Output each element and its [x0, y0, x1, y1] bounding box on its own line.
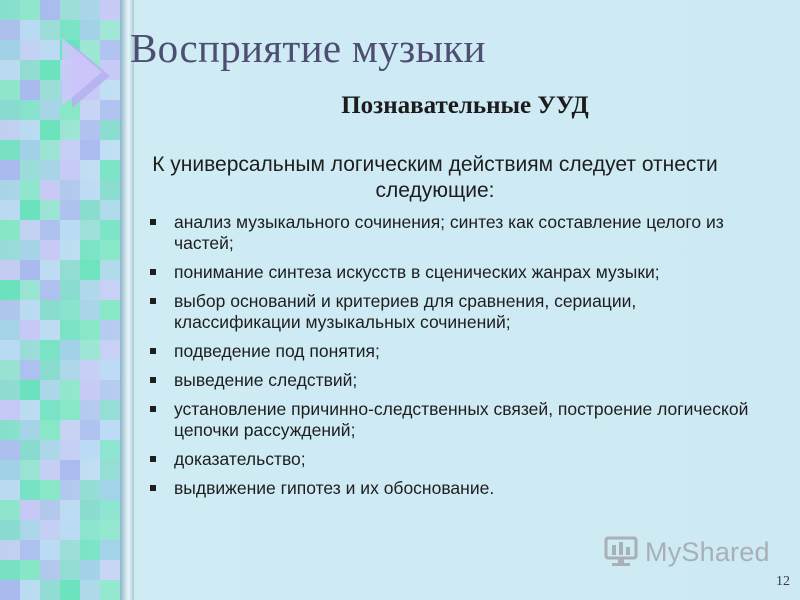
- mosaic-tile: [20, 320, 40, 340]
- mosaic-tile: [80, 580, 100, 600]
- list-item: [148, 262, 758, 283]
- mosaic-tile: [20, 300, 40, 320]
- mosaic-tile: [80, 200, 100, 220]
- mosaic-tile: [100, 440, 120, 460]
- mosaic-tile: [60, 420, 80, 440]
- mosaic-tile: [100, 120, 120, 140]
- mosaic-tile: [60, 360, 80, 380]
- mosaic-tile: [0, 280, 20, 300]
- mosaic-tile: [60, 580, 80, 600]
- mosaic-tile: [100, 20, 120, 40]
- mosaic-tile: [40, 380, 60, 400]
- mosaic-tile: [20, 460, 40, 480]
- mosaic-tile: [80, 540, 100, 560]
- mosaic-tile: [80, 320, 100, 340]
- mosaic-tile: [0, 520, 20, 540]
- list-item-text: доказательство;: [174, 449, 306, 469]
- mosaic-tile: [0, 480, 20, 500]
- mosaic-tile: [40, 500, 60, 520]
- mosaic-tile: [20, 360, 40, 380]
- mosaic-tile: [60, 500, 80, 520]
- mosaic-tile: [100, 360, 120, 380]
- mosaic-tile: [80, 360, 100, 380]
- mosaic-tile: [100, 580, 120, 600]
- mosaic-tile: [0, 160, 20, 180]
- mosaic-tile: [100, 500, 120, 520]
- bullet-square-icon: [150, 298, 156, 304]
- mosaic-tile: [60, 520, 80, 540]
- mosaic-tile: [0, 540, 20, 560]
- mosaic-tile: [80, 420, 100, 440]
- mosaic-tile: [20, 560, 40, 580]
- mosaic-tile: [60, 120, 80, 140]
- mosaic-tile: [80, 560, 100, 580]
- mosaic-tile: [0, 340, 20, 360]
- myshared-watermark: [604, 536, 770, 568]
- mosaic-tile: [60, 320, 80, 340]
- mosaic-tile: [60, 280, 80, 300]
- mosaic-tile: [0, 300, 20, 320]
- mosaic-tile: [0, 260, 20, 280]
- list-item: [148, 341, 758, 362]
- mosaic-tile: [100, 180, 120, 200]
- mosaic-tile: [60, 260, 80, 280]
- mosaic-tile: [40, 160, 60, 180]
- mosaic-tile: [60, 200, 80, 220]
- mosaic-tile: [100, 380, 120, 400]
- list-item-text: подведение под понятия;: [174, 341, 380, 361]
- mosaic-tile: [0, 360, 20, 380]
- list-item: [148, 449, 758, 470]
- mosaic-tile: [80, 220, 100, 240]
- mosaic-tile: [80, 500, 100, 520]
- mosaic-tile: [20, 480, 40, 500]
- mosaic-tile: [20, 120, 40, 140]
- bullet-square-icon: [150, 485, 156, 491]
- mosaic-tile: [80, 300, 100, 320]
- mosaic-tile: [60, 540, 80, 560]
- mosaic-tile: [40, 300, 60, 320]
- list-item: [148, 370, 758, 391]
- mosaic-tile: [40, 280, 60, 300]
- mosaic-tile: [80, 240, 100, 260]
- mosaic-tile: [20, 60, 40, 80]
- mosaic-tile: [80, 260, 100, 280]
- mosaic-tile: [40, 560, 60, 580]
- list-item-text: выбор оснований и критериев для сравнения, сериации, классификации музыкальных сочинений;: [174, 291, 637, 332]
- bullet-square-icon: [150, 406, 156, 412]
- mosaic-tile: [60, 440, 80, 460]
- mosaic-tile: [100, 460, 120, 480]
- mosaic-tile: [20, 180, 40, 200]
- mosaic-tile: [0, 420, 20, 440]
- mosaic-tile: [0, 40, 20, 60]
- mosaic-tile: [20, 200, 40, 220]
- mosaic-tile: [40, 220, 60, 240]
- mosaic-tile: [20, 400, 40, 420]
- myshared-logo-icon: [604, 536, 640, 568]
- mosaic-tile: [60, 340, 80, 360]
- mosaic-tile: [100, 400, 120, 420]
- watermark-text: MyShared: [645, 536, 770, 567]
- mosaic-tile: [60, 20, 80, 40]
- mosaic-tile: [0, 560, 20, 580]
- mosaic-tile: [40, 580, 60, 600]
- list-item: [148, 212, 758, 254]
- mosaic-tile: [80, 480, 100, 500]
- mosaic-tile: [40, 260, 60, 280]
- mosaic-tile: [100, 540, 120, 560]
- mosaic-tile: [60, 140, 80, 160]
- list-item: [148, 478, 758, 499]
- mosaic-tile: [40, 400, 60, 420]
- mosaic-tile: [0, 0, 20, 20]
- list-item-text: установление причинно-следственных связей, построение логической цепочки рассуждений;: [174, 399, 749, 440]
- mosaic-tile: [20, 500, 40, 520]
- bullet-square-icon: [150, 219, 156, 225]
- bullet-square-icon: [150, 377, 156, 383]
- mosaic-tile: [20, 540, 40, 560]
- mosaic-tile: [0, 380, 20, 400]
- mosaic-tile: [20, 280, 40, 300]
- intro-text: К универсальным логическим действиям следует отнести следующие:: [152, 153, 718, 202]
- list-item-text: выведение следствий;: [174, 370, 358, 390]
- mosaic-tile: [0, 180, 20, 200]
- decorative-vertical-bar: [120, 0, 134, 600]
- mosaic-tile: [0, 60, 20, 80]
- mosaic-tile: [40, 0, 60, 20]
- page-number: 12: [776, 574, 790, 589]
- mosaic-tile: [20, 160, 40, 180]
- mosaic-tile: [20, 0, 40, 20]
- mosaic-tile: [100, 0, 120, 20]
- mosaic-tile: [100, 240, 120, 260]
- mosaic-tile: [100, 200, 120, 220]
- mosaic-tile: [40, 20, 60, 40]
- mosaic-tile: [60, 560, 80, 580]
- mosaic-tile: [40, 200, 60, 220]
- mosaic-tile: [20, 140, 40, 160]
- mosaic-tile: [40, 480, 60, 500]
- mosaic-tile: [100, 420, 120, 440]
- mosaic-tile: [0, 120, 20, 140]
- mosaic-tile: [40, 520, 60, 540]
- mosaic-tile: [20, 260, 40, 280]
- bullet-list: [148, 212, 758, 507]
- mosaic-tile: [20, 440, 40, 460]
- mosaic-tile: [0, 400, 20, 420]
- mosaic-tile: [80, 380, 100, 400]
- mosaic-tile: [80, 400, 100, 420]
- mosaic-tile: [40, 340, 60, 360]
- mosaic-tile: [0, 460, 20, 480]
- mosaic-tile: [20, 520, 40, 540]
- bullet-square-icon: [150, 348, 156, 354]
- mosaic-tile: [20, 20, 40, 40]
- mosaic-tile: [100, 320, 120, 340]
- mosaic-tile: [80, 520, 100, 540]
- mosaic-tile: [60, 220, 80, 240]
- mosaic-tile: [60, 240, 80, 260]
- mosaic-tile: [0, 320, 20, 340]
- mosaic-tile: [80, 140, 100, 160]
- mosaic-tile: [100, 160, 120, 180]
- mosaic-tile: [100, 520, 120, 540]
- mosaic-tile: [0, 140, 20, 160]
- mosaic-tile: [100, 140, 120, 160]
- mosaic-tile: [60, 380, 80, 400]
- mosaic-tile: [80, 160, 100, 180]
- mosaic-tile: [20, 340, 40, 360]
- mosaic-tile: [20, 240, 40, 260]
- slide-subtitle: Познавательные УУД: [341, 92, 589, 119]
- mosaic-tile: [60, 160, 80, 180]
- mosaic-tile: [60, 180, 80, 200]
- mosaic-tile: [80, 180, 100, 200]
- mosaic-tile: [40, 120, 60, 140]
- bullet-square-icon: [150, 269, 156, 275]
- mosaic-tile: [100, 220, 120, 240]
- mosaic-tile: [20, 220, 40, 240]
- mosaic-tile: [60, 0, 80, 20]
- mosaic-tile: [100, 480, 120, 500]
- page-title: Восприятие музыки: [130, 25, 486, 71]
- list-item-text: анализ музыкального сочинения; синтез как составление целого из частей;: [174, 212, 724, 253]
- mosaic-tile: [0, 200, 20, 220]
- mosaic-tile: [20, 580, 40, 600]
- mosaic-tile: [40, 360, 60, 380]
- mosaic-tile: [0, 580, 20, 600]
- list-item-text: выдвижение гипотез и их обоснование.: [174, 478, 495, 498]
- mosaic-tile: [40, 440, 60, 460]
- mosaic-tile: [100, 340, 120, 360]
- mosaic-tile: [40, 180, 60, 200]
- mosaic-tile: [60, 460, 80, 480]
- mosaic-tile: [80, 0, 100, 20]
- mosaic-tile: [40, 460, 60, 480]
- mosaic-tile: [40, 320, 60, 340]
- mosaic-tile: [80, 20, 100, 40]
- mosaic-tile: [40, 140, 60, 160]
- mosaic-tile: [60, 300, 80, 320]
- mosaic-tile: [0, 220, 20, 240]
- mosaic-tile: [20, 380, 40, 400]
- mosaic-tile: [0, 240, 20, 260]
- bullet-square-icon: [150, 456, 156, 462]
- mosaic-tile: [80, 280, 100, 300]
- mosaic-tile: [100, 260, 120, 280]
- mosaic-tile: [100, 280, 120, 300]
- mosaic-tile: [80, 460, 100, 480]
- mosaic-tile: [80, 440, 100, 460]
- mosaic-tile: [60, 400, 80, 420]
- mosaic-tile: [20, 40, 40, 60]
- mosaic-tile: [80, 120, 100, 140]
- mosaic-tile: [20, 420, 40, 440]
- mosaic-tile: [40, 420, 60, 440]
- mosaic-tile: [40, 60, 60, 80]
- mosaic-tile: [0, 440, 20, 460]
- list-item: [148, 399, 758, 441]
- mosaic-tile: [80, 340, 100, 360]
- mosaic-tile: [100, 560, 120, 580]
- mosaic-tile: [40, 540, 60, 560]
- mosaic-tile: [40, 240, 60, 260]
- mosaic-tile: [0, 500, 20, 520]
- mosaic-tile: [100, 300, 120, 320]
- mosaic-tile: [60, 480, 80, 500]
- list-item: [148, 291, 758, 333]
- list-item-text: понимание синтеза искусств в сценических жанрах музыки;: [174, 262, 660, 282]
- mosaic-tile: [0, 20, 20, 40]
- mosaic-tile: [40, 40, 60, 60]
